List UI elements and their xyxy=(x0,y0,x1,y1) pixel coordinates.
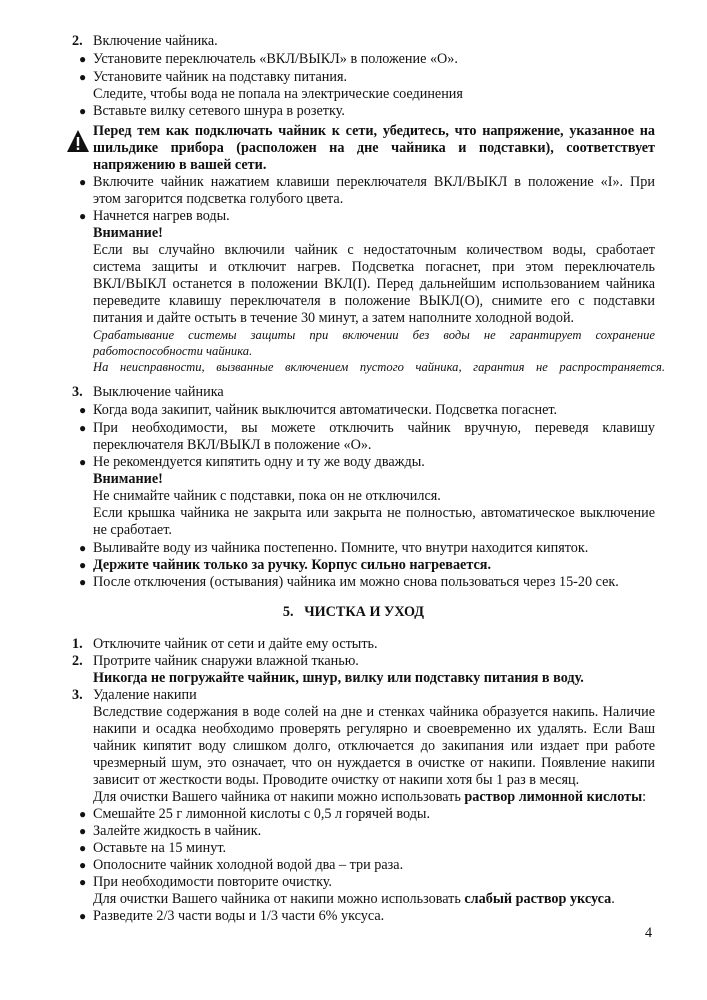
list-item: При необходимости повторите очистку. xyxy=(93,874,332,890)
section-title: Включение чайника. xyxy=(93,33,218,49)
bullet: ● xyxy=(79,858,87,872)
bullet: ● xyxy=(79,403,87,417)
vinegar-line xyxy=(93,891,655,908)
warning-text: напряжению в вашей сети. xyxy=(93,157,267,173)
citric-bold: раствор лимонной кислоты xyxy=(464,789,643,805)
attention-text: Если вы случайно включили чайник с недостаточным количеством воды, сработает xyxy=(93,242,655,258)
list-item: При необходимости, вы можете отключить чайник вручную, переведя клавишу xyxy=(93,420,655,436)
list-item: Не рекомендуется кипятить одну и ту же воду дважды. xyxy=(93,454,425,470)
attention-text: ВКЛ/ВЫКЛ останется в положении ВКЛ(I). Перед дальнейшим использованием чайника xyxy=(93,276,655,292)
attention-text: не сработает. xyxy=(93,522,172,538)
bullet: ● xyxy=(79,807,87,821)
item-number: 2. xyxy=(72,653,83,669)
warning-text: Перед тем как подключать чайник к сети, убедитесь, что напряжение, указанное на xyxy=(93,123,655,139)
list-item-continuation: этом загорится подсветка голубого цвета. xyxy=(93,191,344,207)
attention-text: Не снимайте чайник с подставки, пока он не отключился. xyxy=(93,488,441,504)
list-item-continuation: Следите, чтобы вода не попала на электрические соединения xyxy=(93,86,463,102)
list-item: Когда вода закипит, чайник выключится автоматически. Подсветка погаснет. xyxy=(93,402,558,418)
vinegar-pre: Для очистки Вашего чайника от накипи можно использовать xyxy=(93,891,465,907)
attention-text: переведите клавишу переключателя в положение ВЫКЛ(O), снимите его с подставки xyxy=(93,293,655,309)
list-item: Начнется нагрев воды. xyxy=(93,208,230,224)
bullet: ● xyxy=(79,104,87,118)
list-item: Разведите 2/3 части воды и 1/3 части 6% уксуса. xyxy=(93,908,385,924)
bullet: ● xyxy=(79,541,87,555)
italic-note: Срабатывание системы защиты при включении без воды не гарантирует сохранение xyxy=(93,328,655,342)
section-title: Выключение чайника xyxy=(93,384,224,400)
list-item: Ополосните чайник холодной водой два – три раза. xyxy=(93,857,404,873)
italic-note: На неисправности, вызванные включением пустого чайника, гарантия не распространяется. xyxy=(93,360,665,374)
bullet: ● xyxy=(79,455,87,469)
warning-text: шильдике прибора (расположен на дне чайника и подставки), соответствует xyxy=(93,140,655,156)
paragraph-line: Вследствие содержания в воде солей на дне и стенках чайника образуется накипь. Наличие xyxy=(93,704,655,720)
attention-text: Если крышка чайника не закрыта или закрыта не полностью, автоматическое выключение xyxy=(93,505,655,521)
list-item: Смешайте 25 г лимонной кислоты с 0,5 л горячей воды. xyxy=(93,806,430,822)
list-item: После отключения (остывания) чайника им можно снова пользоваться через 15-20 сек. xyxy=(93,574,619,590)
list-item: Удаление накипи xyxy=(93,687,197,703)
list-item: Оставьте на 15 минут. xyxy=(93,840,226,856)
bullet: ● xyxy=(79,824,87,838)
list-item-continuation: переключателя ВКЛ/ВЫКЛ в положение «O». xyxy=(93,437,372,453)
list-item-bold: Никогда не погружайте чайник, шнур, вилку или подставку питания в воду. xyxy=(93,670,584,686)
list-item-bold: Держите чайник только за ручку. Корпус сильно нагревается. xyxy=(93,557,491,573)
warning-icon xyxy=(66,129,90,153)
vinegar-post: . xyxy=(611,891,615,907)
list-item: Вставьте вилку сетевого шнура в розетку. xyxy=(93,103,345,119)
list-item: Установите переключатель «ВКЛ/ВЫКЛ» в положение «O». xyxy=(93,51,458,67)
citric-acid-line xyxy=(93,789,655,806)
page-number: 4 xyxy=(645,925,653,941)
paragraph-line: накипи и осадка необходимо проверять регулярно и своевременно их удалять. Если Ваш xyxy=(93,721,655,737)
bullet: ● xyxy=(79,209,87,223)
attention-text: система защиты и отключит нагрев. Подсветка погаснет, при этом переключатель xyxy=(93,259,655,275)
section-number: 3. xyxy=(72,384,83,400)
bullet: ● xyxy=(79,558,87,572)
list-item: Включите чайник нажатием клавиши переключателя ВКЛ/ВЫКЛ в положение «I». При xyxy=(93,174,655,190)
attention-text: питания и дайте остыть в течение 30 минут, а затем наполните холодной водой. xyxy=(93,310,575,326)
bullet: ● xyxy=(79,909,87,923)
bullet: ● xyxy=(79,841,87,855)
section-heading: 5. ЧИСТКА И УХОД xyxy=(282,604,425,620)
paragraph-line: чрезмерный шум, это означает, что он нуждается в очистке от накипи. Появление накипи xyxy=(93,755,655,771)
list-item: Отключите чайник от сети и дайте ему остыть. xyxy=(93,636,378,652)
citric-pre: Для очистки Вашего чайника от накипи можно использовать xyxy=(93,789,465,805)
bullet: ● xyxy=(79,575,87,589)
list-item: Установите чайник на подставку питания. xyxy=(93,69,348,85)
section-number: 2. xyxy=(72,33,83,49)
list-item: Залейте жидкость в чайник. xyxy=(93,823,262,839)
bullet: ● xyxy=(79,875,87,889)
item-number: 1. xyxy=(72,636,83,652)
vinegar-bold: слабый раствор уксуса xyxy=(464,891,612,907)
attention-heading: Внимание! xyxy=(93,225,163,241)
bullet: ● xyxy=(79,175,87,189)
item-number: 3. xyxy=(72,687,83,703)
bullet: ● xyxy=(79,421,87,435)
bullet: ● xyxy=(79,52,87,66)
citric-post: : xyxy=(642,789,647,805)
paragraph-line: зависит от жесткости воды. Проводите очистку от накипи хотя бы 1 раз в месяц. xyxy=(93,772,580,788)
paragraph-line: чайник кипятит воду слишком долго, отключается до закипания или издает при работе xyxy=(93,738,655,754)
italic-note: работоспособности чайника. xyxy=(93,344,253,358)
bullet: ● xyxy=(79,70,87,84)
list-item: Протрите чайник снаружи влажной тканью. xyxy=(93,653,359,669)
list-item: Выливайте воду из чайника постепенно. Помните, что внутри находится кипяток. xyxy=(93,540,589,556)
attention-heading: Внимание! xyxy=(93,471,163,487)
